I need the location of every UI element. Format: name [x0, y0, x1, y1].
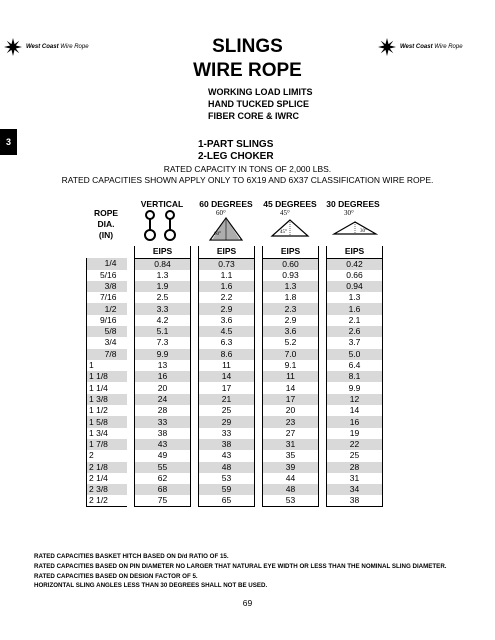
rope-diameter-cell: 1 [87, 360, 127, 371]
vertical-choker-diagram-icon [140, 208, 184, 242]
capacity-cell: 8.1 [327, 371, 383, 382]
capacity-cell: 2.9 [199, 303, 255, 314]
capacity-cell: 2.9 [263, 315, 319, 326]
capacity-cell: 38 [135, 428, 191, 439]
table-row [87, 303, 383, 314]
capacity-cell: 5.0 [327, 349, 383, 360]
capacity-cell: 21 [199, 394, 255, 405]
capacity-cell: 14 [263, 382, 319, 393]
table-row [87, 405, 383, 416]
capacity-cell: 38 [327, 495, 383, 507]
capacity-cell: 0.66 [327, 270, 383, 281]
table-row [87, 473, 383, 484]
capacity-cell: 75 [135, 495, 191, 507]
capacity-cell: 9.1 [263, 360, 319, 371]
rope-diameter-cell: 5/16 [87, 270, 127, 281]
capacity-cell: 17 [263, 394, 319, 405]
capacity-cell: 33 [199, 428, 255, 439]
grade-header-row [87, 246, 383, 258]
rope-diameter-cell: 1 3/8 [87, 394, 127, 405]
table-row [87, 382, 383, 393]
capacity-cell: 11 [199, 360, 255, 371]
capacity-cell: 48 [199, 462, 255, 473]
rope-diameter-header [86, 208, 126, 241]
footnote-1: RATED CAPACITIES BASKET HITCH BASED ON D/d RATIO OF 15. [34, 553, 229, 560]
capacity-cell: 48 [263, 484, 319, 495]
capacity-cell: 1.3 [327, 292, 383, 303]
capacity-cell: 0.84 [135, 258, 191, 270]
capacity-cell: 29 [199, 416, 255, 427]
column-header-30: 30 DEGREES [326, 199, 380, 209]
capacity-cell: 2.6 [327, 326, 383, 337]
table-row [87, 495, 383, 507]
capacity-cell: 12 [327, 394, 383, 405]
footnotes [34, 552, 447, 591]
forty-five-degree-diagram-icon [266, 208, 314, 242]
capacity-cell: 22 [327, 439, 383, 450]
table-row [87, 360, 383, 371]
capacity-cell: 9.9 [135, 349, 191, 360]
capacity-cell: 13 [135, 360, 191, 371]
column-header-vertical: VERTICAL [140, 199, 184, 209]
angle-label: 45° [280, 209, 290, 217]
capacity-cell: 0.94 [327, 281, 383, 292]
capacity-cell: 4.5 [199, 326, 255, 337]
capacity-cell: 17 [199, 382, 255, 393]
capacity-cell: 1.9 [135, 281, 191, 292]
capacity-cell: 2.2 [199, 292, 255, 303]
capacity-cell: 31 [327, 473, 383, 484]
capacity-cell: 2.5 [135, 292, 191, 303]
rope-diameter-cell: 7/8 [87, 349, 127, 360]
table-row [87, 349, 383, 360]
capacity-cell: 59 [199, 484, 255, 495]
capacity-cell: 1.3 [135, 270, 191, 281]
capacity-cell: 27 [263, 428, 319, 439]
capacity-cell: 16 [135, 371, 191, 382]
capacity-cell: 43 [199, 450, 255, 461]
table-row [87, 462, 383, 473]
capacity-cell: 1.3 [263, 281, 319, 292]
capacity-cell: 24 [135, 394, 191, 405]
capacity-cell: 0.93 [263, 270, 319, 281]
section-tab: 3 [0, 129, 17, 155]
capacity-table [86, 246, 383, 507]
capacity-cell: 14 [327, 405, 383, 416]
column-header-45: 45 DEGREES [263, 199, 317, 209]
capacity-cell: 3.3 [135, 303, 191, 314]
page-title-line1: SLINGS [212, 36, 283, 57]
capacity-cell: 55 [135, 462, 191, 473]
capacity-cell: 33 [135, 416, 191, 427]
rope-diameter-cell: 3/4 [87, 337, 127, 348]
table-row [87, 326, 383, 337]
subtitle-line2: HAND TUCKED SPLICE [208, 99, 310, 109]
rope-diameter-cell: 1 1/2 [87, 405, 127, 416]
capacity-cell: 14 [199, 371, 255, 382]
capacity-cell: 2.1 [327, 315, 383, 326]
rope-header-line1: ROPE [93, 208, 119, 218]
capacity-cell: 34 [327, 484, 383, 495]
table-row [87, 258, 383, 270]
angle-small-label: 60° [214, 232, 221, 237]
rope-diameter-cell: 1/4 [87, 258, 127, 270]
table-row [87, 439, 383, 450]
capacity-cell: 43 [135, 439, 191, 450]
table-row [87, 371, 383, 382]
capacity-cell: 28 [135, 405, 191, 416]
capacity-cell: 3.7 [327, 337, 383, 348]
table-row [87, 292, 383, 303]
capacity-cell: 1.6 [199, 281, 255, 292]
table-row [87, 484, 383, 495]
table-row [87, 416, 383, 427]
table-row [87, 394, 383, 405]
capacity-cell: 38 [199, 439, 255, 450]
brand-name-italic: Wire Rope [434, 44, 463, 50]
capacity-cell: 16 [327, 416, 383, 427]
rope-diameter-cell: 5/8 [87, 326, 127, 337]
capacity-cell: 25 [327, 450, 383, 461]
sixty-degree-diagram-icon [202, 208, 250, 242]
table-row [87, 428, 383, 439]
capacity-cell: 0.42 [327, 258, 383, 270]
capacity-cell: 11 [263, 371, 319, 382]
capacity-cell: 4.2 [135, 315, 191, 326]
capacity-cell: 20 [135, 382, 191, 393]
capacity-cell: 0.60 [263, 258, 319, 270]
brand-name-bold: West Coast [400, 44, 433, 50]
subtitle-line3: FIBER CORE & IWRC [208, 111, 299, 121]
capacity-cell: 1.1 [199, 270, 255, 281]
capacity-cell: 28 [327, 462, 383, 473]
rope-header-line2: DIA. [97, 219, 115, 229]
rope-diameter-cell: 1/2 [87, 303, 127, 314]
capacity-cell: 1.8 [263, 292, 319, 303]
capacity-cell: 68 [135, 484, 191, 495]
subtitle-line1: WORKING LOAD LIMITS [208, 87, 313, 97]
capacity-cell: 39 [263, 462, 319, 473]
rope-diameter-cell: 2 1/8 [87, 462, 127, 473]
rated-capacity-note: RATED CAPACITY IN TONS OF 2,000 LBS. [163, 164, 332, 174]
angle-label: 30° [344, 209, 354, 217]
angle-label: 60° [216, 209, 226, 217]
page-title-line2: WIRE ROPE [193, 60, 302, 81]
rope-diameter-cell: 2 1/2 [87, 495, 127, 507]
grade-label: EIPS [327, 246, 383, 258]
rope-diameter-cell: 1 3/4 [87, 428, 127, 439]
capacity-cell: 0.73 [199, 258, 255, 270]
table-row [87, 281, 383, 292]
rope-diameter-cell: 2 [87, 450, 127, 461]
capacity-cell: 62 [135, 473, 191, 484]
table-row [87, 337, 383, 348]
sling-type-heading: 1-PART SLINGS [198, 139, 274, 150]
brand-name-bold: West Coast [26, 44, 59, 50]
brand-name-italic: Wire Rope [60, 44, 89, 50]
capacity-cell: 3.6 [199, 315, 255, 326]
capacity-cell: 31 [263, 439, 319, 450]
table-row [87, 450, 383, 461]
capacity-cell: 20 [263, 405, 319, 416]
rope-header-line3: (IN) [98, 230, 114, 240]
capacity-cell: 5.1 [135, 326, 191, 337]
rope-diameter-cell: 7/16 [87, 292, 127, 303]
table-row [87, 315, 383, 326]
rope-diameter-cell: 3/8 [87, 281, 127, 292]
capacity-cell: 6.4 [327, 360, 383, 371]
capacity-cell: 8.6 [199, 349, 255, 360]
capacity-cell: 25 [199, 405, 255, 416]
capacity-cell: 53 [263, 495, 319, 507]
classification-note: RATED CAPACITIES SHOWN APPLY ONLY TO 6X19 AND 6X37 CLASSIFICATION WIRE ROPE. [61, 175, 434, 185]
rope-diameter-cell: 1 5/8 [87, 416, 127, 427]
thirty-degree-diagram-icon [330, 208, 380, 242]
table-row [87, 270, 383, 281]
grade-label: EIPS [199, 246, 255, 258]
capacity-cell: 19 [327, 428, 383, 439]
capacity-cell: 49 [135, 450, 191, 461]
rope-diameter-cell: 1 1/4 [87, 382, 127, 393]
capacity-cell: 6.3 [199, 337, 255, 348]
capacity-cell: 44 [263, 473, 319, 484]
choker-heading: 2-LEG CHOKER [198, 151, 274, 162]
grade-label: EIPS [263, 246, 319, 258]
angle-small-label: 45° [280, 230, 287, 235]
rope-diameter-cell: 2 3/8 [87, 484, 127, 495]
rope-diameter-cell: 9/16 [87, 315, 127, 326]
rope-diameter-cell: 1 7/8 [87, 439, 127, 450]
capacity-cell: 9.9 [327, 382, 383, 393]
grade-label: EIPS [135, 246, 191, 258]
rope-diameter-cell: 2 1/4 [87, 473, 127, 484]
capacity-cell: 65 [199, 495, 255, 507]
page-number: 69 [242, 598, 253, 608]
capacity-cell: 7.3 [135, 337, 191, 348]
angle-small-label: 30° [360, 229, 367, 234]
capacity-cell: 35 [263, 450, 319, 461]
footnote-4: HORIZONTAL SLING ANGLES LESS THAN 30 DEGREES SHALL NOT BE USED. [34, 582, 268, 590]
capacity-cell: 5.2 [263, 337, 319, 348]
capacity-cell: 3.6 [263, 326, 319, 337]
column-header-60: 60 DEGREES [199, 199, 253, 209]
capacity-cell: 1.6 [327, 303, 383, 314]
capacity-cell: 23 [263, 416, 319, 427]
footnote-2: RATED CAPACITIES BASED ON PIN DIAMETER NO LARGER THAT NATURAL EYE WIDTH OR LESS THAN THE NOMINAL SLING DIAMETER. [34, 562, 447, 570]
rope-diameter-cell: 1 1/8 [87, 371, 127, 382]
capacity-cell: 53 [199, 473, 255, 484]
footnote-3: RATED CAPACITIES BASED ON DESIGN FACTOR OF 5. [34, 572, 198, 580]
capacity-cell: 7.0 [263, 349, 319, 360]
capacity-cell: 2.3 [263, 303, 319, 314]
